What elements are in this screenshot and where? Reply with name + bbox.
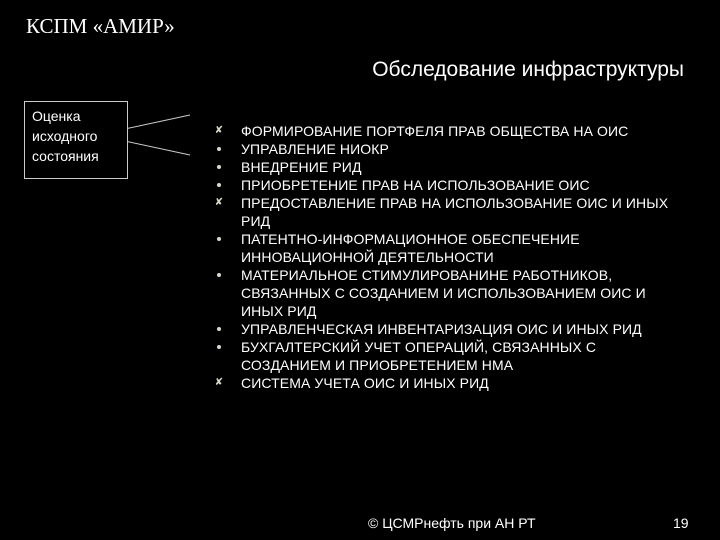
copyright-footer: © ЦСМРнефть при АН РТ: [368, 515, 536, 531]
list-item: [200, 230, 680, 266]
side-callout-label: Оценка исходного состояния: [32, 108, 99, 164]
list-item: [200, 122, 680, 140]
list-item-text: МАТЕРИАЛЬНОЕ СТИМУЛИРОВАНИНЕ РАБОТНИКОВ, СВЯЗАННЫХ С СОЗДАНИЕМ И ИСПОЛЬЗОВАНИЕМ ОИС И ИНЫХ РИД: [241, 267, 646, 319]
slide-title: Обследование инфраструктуры: [372, 58, 684, 81]
list-item-text: ПАТЕНТНО-ИНФОРМАЦИОННОЕ ОБЕСПЕЧЕНИЕ ИННОВАЦИОННОЙ ДЕЯТЕЛЬНОСТИ: [241, 231, 580, 265]
list-item: [200, 194, 680, 230]
page-number: 19: [673, 515, 689, 531]
list-item-text: ФОРМИРОВАНИЕ ПОРТФЕЛЯ ПРАВ ОБЩЕСТВА НА ОИС: [241, 123, 629, 139]
list-item: [200, 374, 680, 392]
list-item-text: БУХГАЛТЕРСКИЙ УЧЕТ ОПЕРАЦИЙ, СВЯЗАННЫХ С СОЗДАНИЕМ И ПРИОБРЕТЕНИЕМ НМА: [241, 339, 597, 373]
organization-title: КСПМ «АМИР»: [26, 14, 175, 38]
dot-bullet-icon: [213, 176, 225, 194]
list-item: [200, 158, 680, 176]
list-item-text: ПРЕДОСТАВЛЕНИЕ ПРАВ НА ИСПОЛЬЗОВАНИЕ ОИС И ИНЫХ РИД: [241, 195, 669, 229]
dot-bullet-icon: [213, 140, 225, 158]
cross-bullet-icon: ✘: [214, 377, 224, 388]
dot-bullet-icon: [213, 158, 225, 176]
list-item: [200, 320, 680, 338]
dot-bullet-icon: [213, 338, 225, 356]
cross-bullet-icon: ✘: [214, 125, 224, 136]
list-item-text: УПРАВЛЕНЧЕСКАЯ ИНВЕНТАРИЗАЦИЯ ОИС И ИНЫХ РИД: [241, 321, 642, 337]
list-item-text: ПРИОБРЕТЕНИЕ ПРАВ НА ИСПОЛЬЗОВАНИЕ ОИС: [241, 177, 590, 193]
list-item-text: СИСТЕМА УЧЕТА ОИС И ИНЫХ РИД: [241, 375, 489, 391]
dot-bullet-icon: [213, 320, 225, 338]
list-item: [200, 266, 680, 320]
dot-bullet-icon: [213, 230, 225, 248]
cross-bullet-icon: ✘: [214, 197, 224, 208]
list-item: [200, 338, 680, 374]
list-item: [200, 176, 680, 194]
list-item: [200, 140, 680, 158]
topic-list: [200, 122, 680, 392]
dot-bullet-icon: [213, 266, 225, 284]
list-item-text: ВНЕДРЕНИЕ РИД: [241, 159, 362, 175]
list-item-text: УПРАВЛЕНИЕ НИОКР: [241, 141, 389, 157]
